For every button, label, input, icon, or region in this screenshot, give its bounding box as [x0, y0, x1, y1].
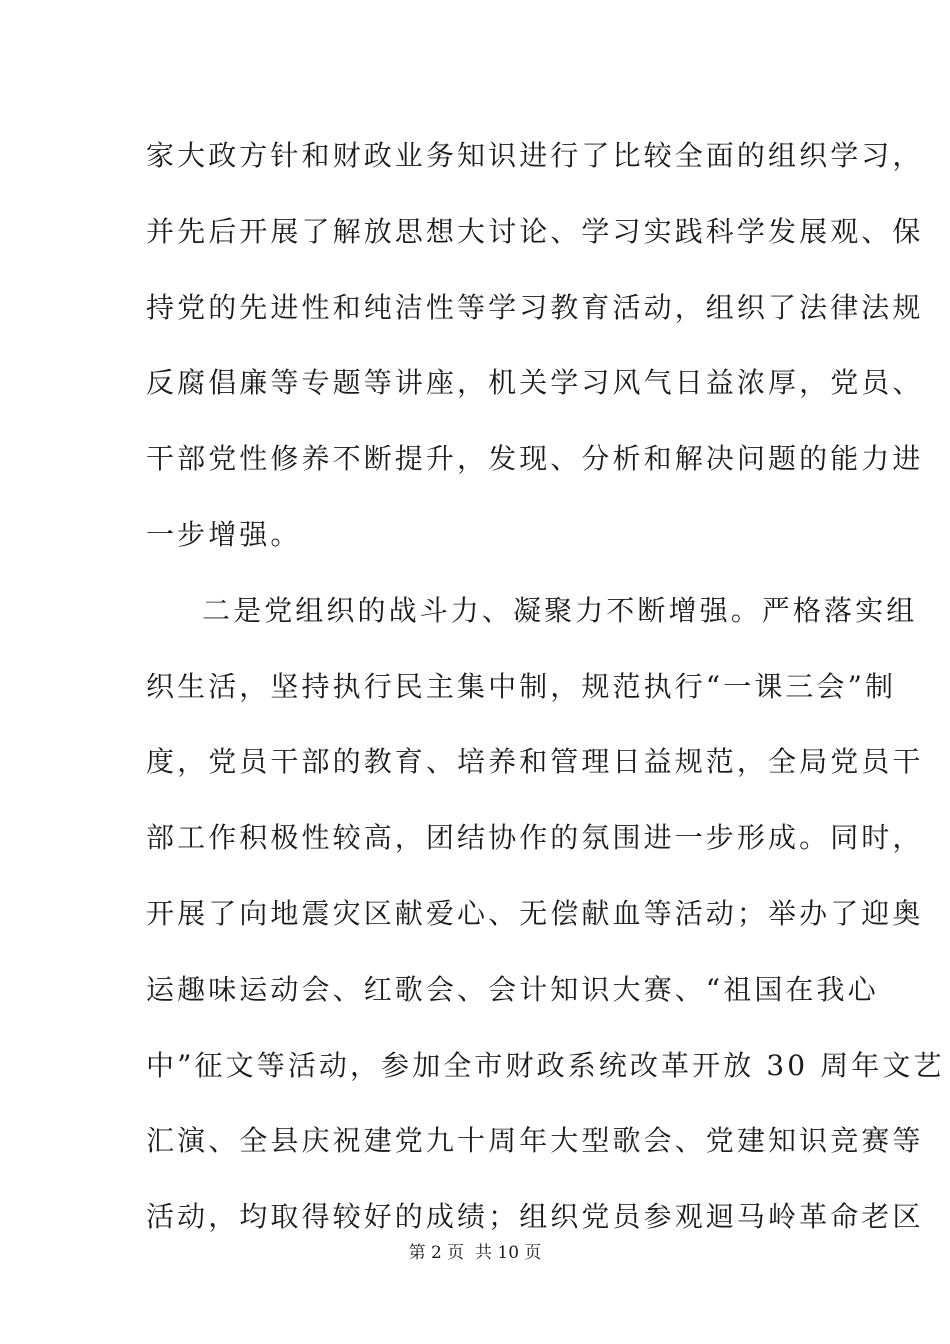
- text-line: 持党的先进性和纯洁性等学习教育活动，组织了法律法规: [146, 290, 924, 324]
- text-line: 活动，均取得较好的成绩；组织党员参观迴马岭革命老区: [146, 1200, 924, 1234]
- text-line: 一步增强。: [146, 517, 302, 551]
- page-number: 第 2 页 共 10 页: [408, 1243, 542, 1263]
- text-line: 度，党员干部的教育、培养和管理日益规范，全局党员干: [146, 745, 924, 779]
- text-line: 并先后开展了解放思想大讨论、学习实践科学发展观、保: [146, 214, 924, 248]
- text-line: 开展了向地震灾区献爱心、无偿献血等活动；举办了迎奥: [146, 896, 924, 930]
- text-line: 汇演、全县庆祝建党九十周年大型歌会、党建知识竞赛等: [146, 1124, 924, 1158]
- text-line: 运趣味运动会、红歌会、会计知识大赛、“祖国在我心: [146, 972, 879, 1006]
- page-footer: [0, 1241, 950, 1265]
- text-line: 中”征文等活动，参加全市财政系统改革开放 30 周年文艺: [146, 1048, 945, 1082]
- text-line: 织生活，坚持执行民主集中制，规范执行“一课三会”制: [146, 669, 897, 703]
- body-text: [146, 126, 945, 1263]
- paragraph-start-line: 二是党组织的战斗力、凝聚力不断增强。严格落实组: [202, 593, 918, 627]
- text-line: 部工作积极性较高，团结协作的氛围进一步形成。同时，: [146, 821, 924, 855]
- text-line: 家大政方针和财政业务知识进行了比较全面的组织学习，: [146, 139, 924, 172]
- text-line: 反腐倡廉等专题等讲座，机关学习风气日益浓厚，党员、: [146, 366, 924, 400]
- text-line: 干部党性修养不断提升，发现、分析和解决问题的能力进: [146, 442, 924, 476]
